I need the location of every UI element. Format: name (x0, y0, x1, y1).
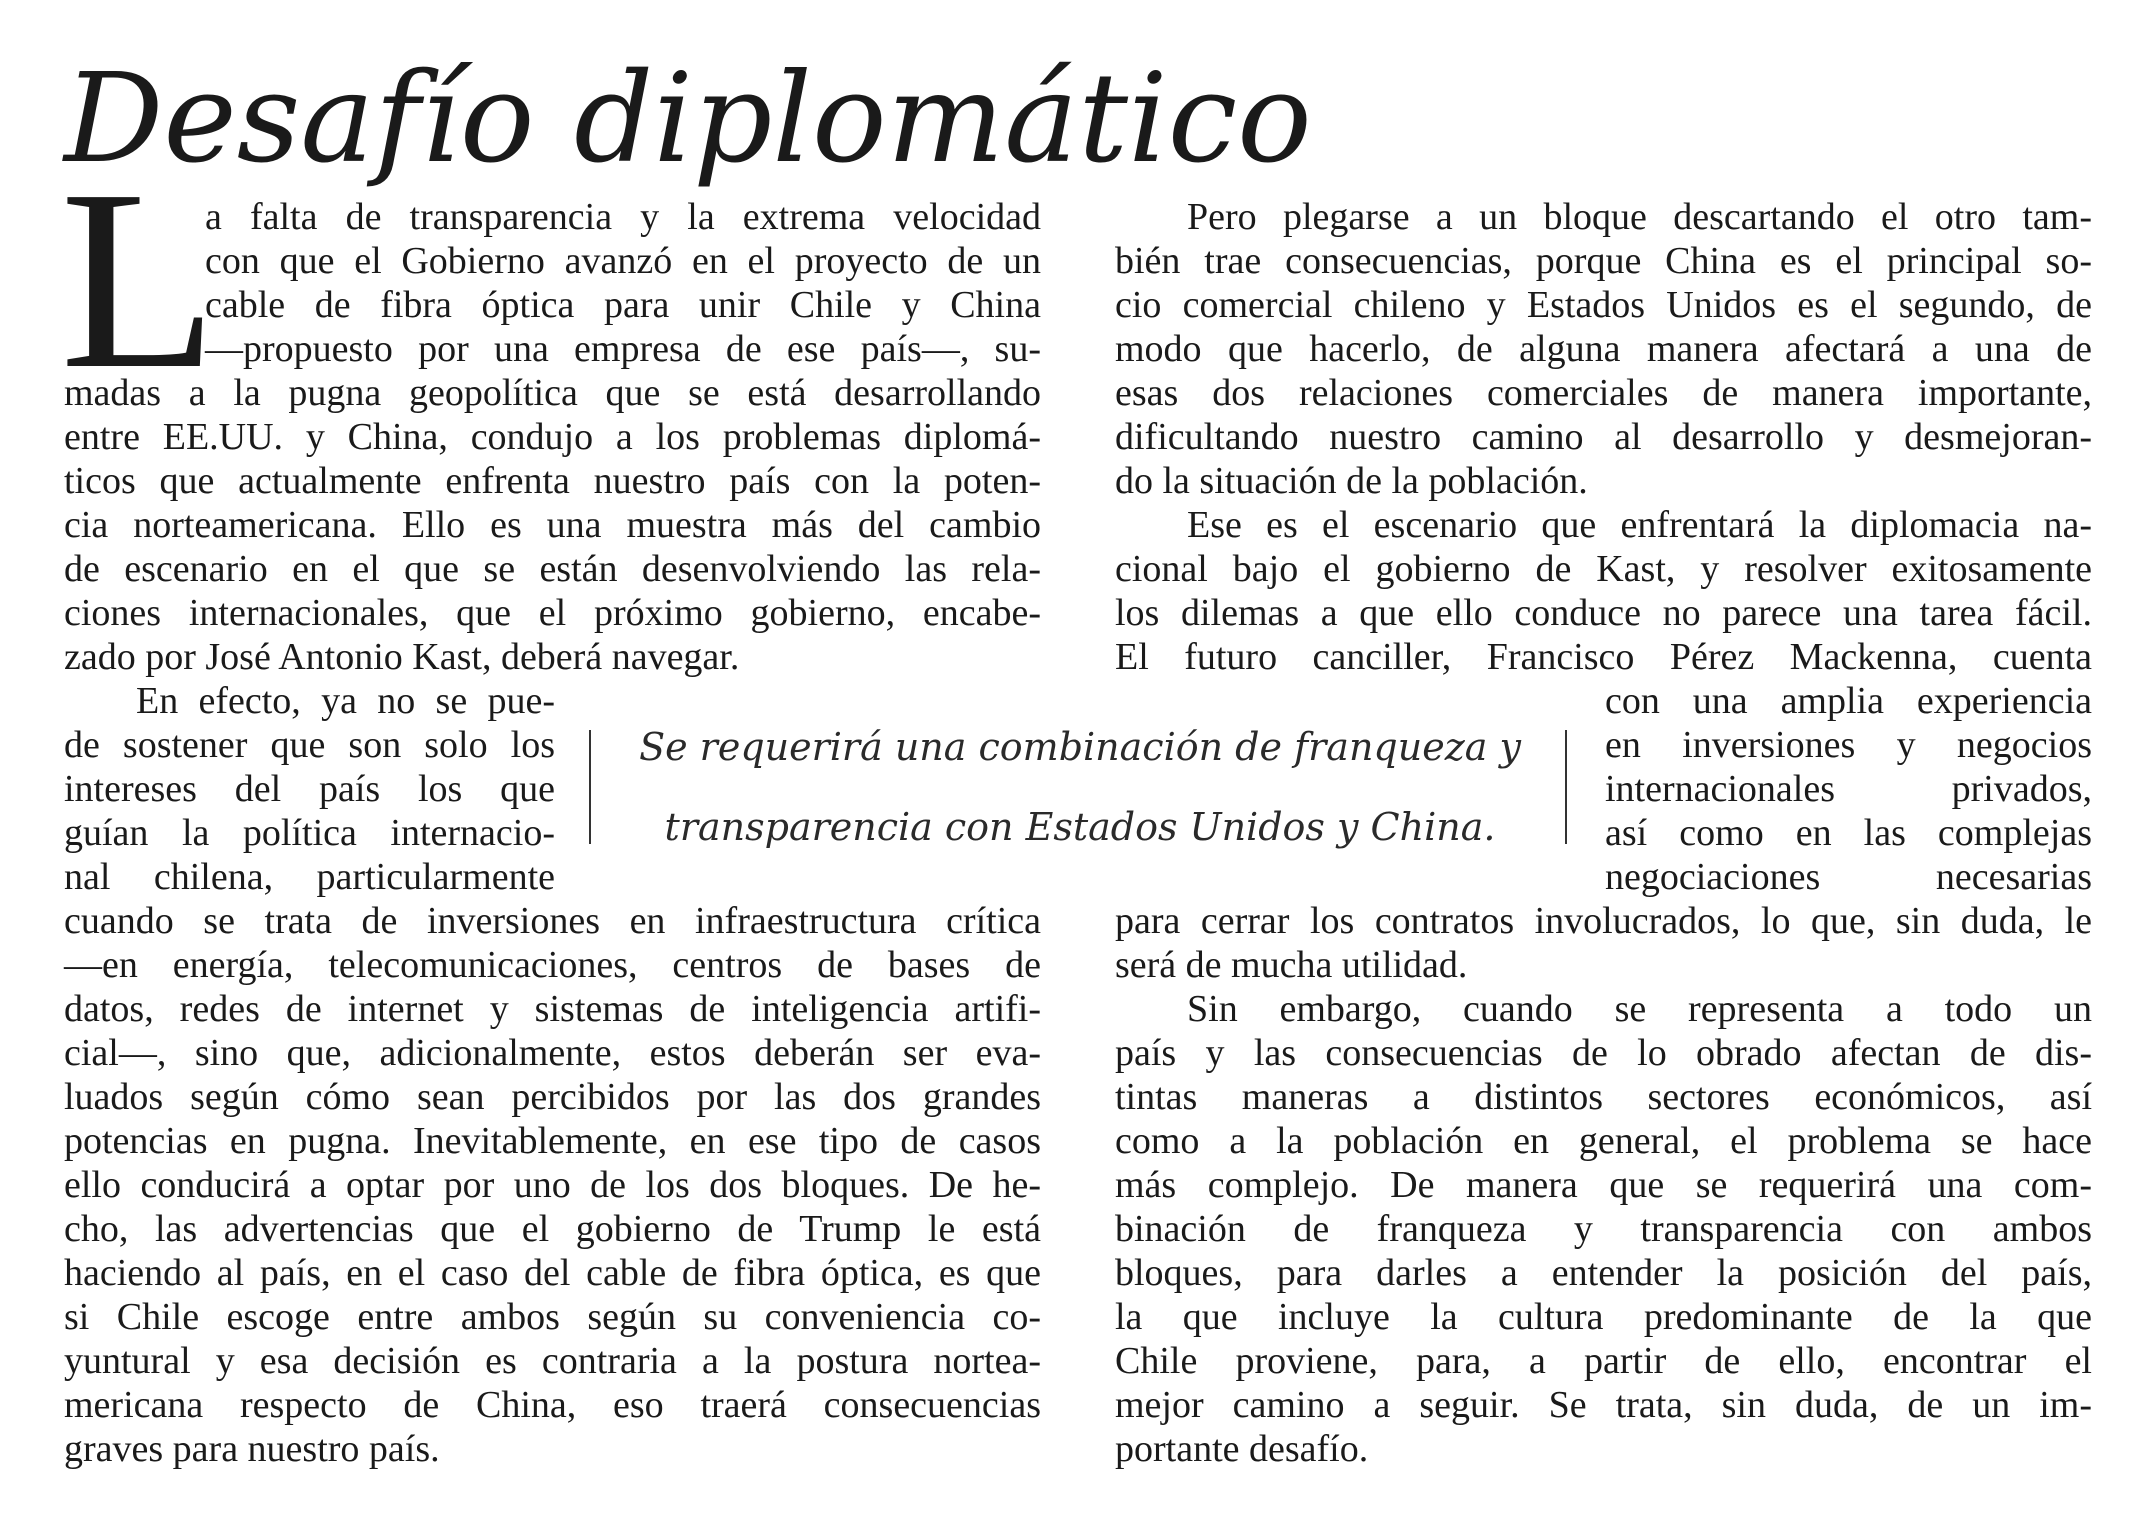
text-line: entre EE.UU. y China, condujo a los problemas diplomá- (64, 416, 1041, 458)
text-line: para cerrar los contratos involucrados, lo que, sin duda, le (1115, 900, 2092, 942)
text-line: la que incluye la cultura predominante de la que (1115, 1296, 2092, 1338)
text-line: En efecto, ya no se pue- (136, 680, 555, 722)
text-line: mejor camino a seguir. Se trata, sin duda, de un im- (1115, 1384, 2092, 1426)
text-line: —en energía, telecomunicaciones, centros de bases de (64, 944, 1041, 986)
text-line: cial—, sino que, adicionalmente, estos deberán ser eva- (64, 1032, 1041, 1074)
text-line: en inversiones y negocios (1605, 724, 2092, 766)
text-line: zado por José Antonio Kast, deberá navegar. (64, 636, 740, 678)
text-line: graves para nuestro país. (64, 1428, 440, 1470)
text-line: Sin embargo, cuando se representa a todo un (1187, 988, 2092, 1030)
text-line: si Chile escoge entre ambos según su conveniencia co- (64, 1296, 1041, 1338)
pull-quote-rule-right (1565, 730, 1567, 844)
text-line: será de mucha utilidad. (1115, 944, 1468, 986)
text-line: cable de fibra óptica para unir Chile y China (205, 284, 1041, 326)
text-line: ticos que actualmente enfrenta nuestro país con la poten- (64, 460, 1041, 502)
text-line: negociaciones necesarias (1605, 856, 2092, 898)
text-line: Ese es el escenario que enfrentará la diplomacia na- (1187, 504, 2092, 546)
text-line: luados según cómo sean percibidos por las dos grandes (64, 1076, 1041, 1118)
text-line: madas a la pugna geopolítica que se está desarrollando (64, 372, 1041, 414)
text-line: país y las consecuencias de lo obrado afectan de dis- (1115, 1032, 2092, 1074)
text-line: cio comercial chileno y Estados Unidos es el segundo, de (1115, 284, 2092, 326)
text-line: bloques, para darles a entender la posición del país, (1115, 1252, 2092, 1294)
drop-cap: L (60, 136, 218, 422)
pull-quote-line: transparencia con Estados Unidos y China. (664, 805, 1496, 849)
pull-quote-rule-left (589, 730, 591, 844)
text-line: tintas maneras a distintos sectores económicos, así (1115, 1076, 2092, 1118)
text-line: modo que hacerlo, de alguna manera afectará a una de (1115, 328, 2092, 370)
text-line: mericana respecto de China, eso traerá consecuencias (64, 1384, 1041, 1426)
text-line: los dilemas a que ello conduce no parece una tarea fácil. (1115, 592, 2092, 634)
text-line: portante desafío. (1115, 1428, 1369, 1470)
text-line: cuando se trata de inversiones en infraestructura crítica (64, 900, 1041, 942)
text-line: cia norteamericana. Ello es una muestra más del cambio (64, 504, 1041, 546)
text-line: datos, redes de internet y sistemas de inteligencia artifi- (64, 988, 1041, 1030)
text-line: cho, las advertencias que el gobierno de Trump le está (64, 1208, 1041, 1250)
text-line: do la situación de la población. (1115, 460, 1588, 502)
text-line: El futuro canciller, Francisco Pérez Mackenna, cuenta (1115, 636, 2092, 678)
text-line: guían la política internacio- (64, 812, 555, 854)
text-line: esas dos relaciones comerciales de manera importante, (1115, 372, 2092, 414)
text-line: de escenario en el que se están desenvolviendo las rela- (64, 548, 1041, 590)
text-line: bién trae consecuencias, porque China es el principal so- (1115, 240, 2092, 282)
text-line: como a la población en general, el problema se hace (1115, 1120, 2092, 1162)
text-line: dificultando nuestro camino al desarrollo y desmejoran- (1115, 416, 2092, 458)
pull-quote-line: Se requerirá una combinación de franqueza y (639, 725, 1521, 769)
text-line: a falta de transparencia y la extrema velocidad (205, 196, 1041, 238)
text-line: yuntural y esa decisión es contraria a la postura nortea- (64, 1340, 1041, 1382)
text-line: potencias en pugna. Inevitablemente, en ese tipo de casos (64, 1120, 1041, 1162)
article-title: Desafío diplomático (64, 47, 1312, 191)
text-line: más complejo. De manera que se requerirá una com- (1115, 1164, 2092, 1206)
text-line: —propuesto por una empresa de ese país—, su- (205, 328, 1041, 370)
text-line: ciones internacionales, que el próximo gobierno, encabe- (64, 592, 1041, 634)
text-line: intereses del país los que (64, 768, 555, 810)
text-line: nal chilena, particularmente (64, 856, 555, 898)
text-line: internacionales privados, (1605, 768, 2092, 810)
text-line: con una amplia experiencia (1605, 680, 2092, 722)
text-line: ello conducirá a optar por uno de los dos bloques. De he- (64, 1164, 1041, 1206)
text-line: con que el Gobierno avanzó en el proyecto de un (205, 240, 1041, 282)
text-line: Chile proviene, para, a partir de ello, encontrar el (1115, 1340, 2092, 1382)
text-line: cional bajo el gobierno de Kast, y resolver exitosamente (1115, 548, 2092, 590)
text-line: así como en las complejas (1605, 812, 2092, 854)
text-line: Pero plegarse a un bloque descartando el otro tam- (1187, 196, 2092, 238)
text-line: de sostener que son solo los (64, 724, 555, 766)
text-line: binación de franqueza y transparencia con ambos (1115, 1208, 2092, 1250)
text-line: haciendo al país, en el caso del cable de fibra óptica, es que (64, 1252, 1041, 1294)
